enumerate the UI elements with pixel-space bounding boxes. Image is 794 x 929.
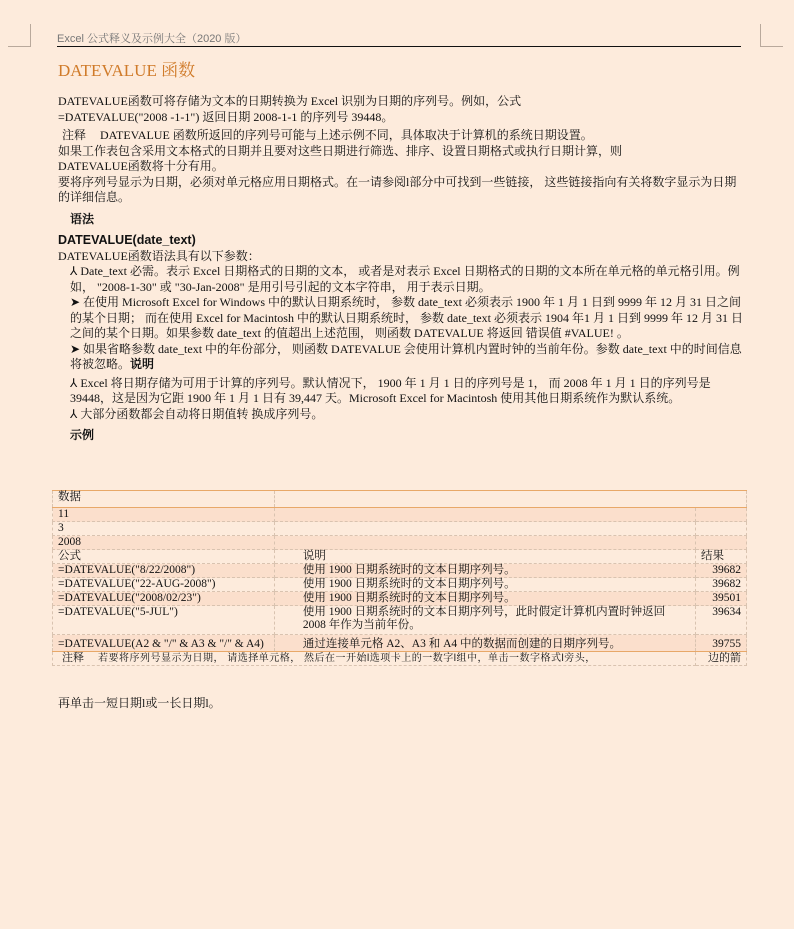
table-cell (274, 491, 746, 508)
intro-paragraph: =DATEVALUE("2008 -1-1") 返回日期 2008-1-1 的序列号 39448。 (58, 109, 394, 124)
note-label: 注释 (62, 128, 87, 142)
description-cell: 使用 1900 日期系统时的文本日期序列号，此时假定计算机内置时钟返回 2008 年作为当前年份。 (274, 606, 695, 635)
document-body (58, 94, 744, 450)
intro-paragraph: 如果工作表包含采用文本格式的日期并且要对这些日期进行筛选、排序、设置日期格式或执行日期计算，则 (58, 143, 623, 158)
formula-cell: =DATEVALUE("8/22/2008") (53, 564, 275, 578)
table-cell: 数据 (53, 491, 275, 508)
table-row (53, 592, 747, 606)
table-cell (696, 522, 747, 536)
table-cell: 3 (53, 522, 275, 536)
table-column-header-row (53, 550, 747, 564)
description-cell: 通过连接单元格 A2、A3 和 A4 中的数据而创建的日期序列号。 (274, 635, 695, 652)
remark-item: ⅄ 大部分函数都会自动将日期值转 换成序列号。 (70, 406, 324, 421)
table-row (53, 578, 747, 592)
syntax-lead: DATEVALUE函数语法具有以下参数： (58, 248, 260, 263)
running-header: Excel 公式释义及示例大全（2020 版） (57, 30, 741, 47)
note-continuation: 再单击一短日期l或一长日期l。 (58, 696, 221, 710)
intro-paragraph: DATEVALUE函数可将存储为文本的日期转换为 Excel 识别为日期的序列号。例如，公式 (58, 94, 522, 108)
syntax-heading: 语法 (70, 211, 95, 226)
table-row (53, 635, 747, 652)
bullet-text: ➤ 如果省略参数 date_text 中的年份部分， 则函数 DATEVALUE 会使用计算机内置时钟的当前年份。参数 date_text 中的时间信息将被忽略。 (70, 341, 742, 371)
argument-description: ⅄ Date_text 必需。表示 Excel 日期格式的日期的文本， 或者是对表示 Excel 日期格式的日期的文本所在单元格的单元格引用。例如， "2008-1-30" 或 "30-Jan-2008" 是用引号引起的文本字符串， 用于表示日期。 (70, 264, 740, 294)
bullet-item (58, 342, 744, 373)
note-tail-cell: 边的箭 (696, 652, 747, 666)
formula-cell: =DATEVALUE("22-AUG-2008") (53, 578, 275, 592)
formula-cell: =DATEVALUE("2008/02/23") (53, 592, 275, 606)
result-cell: 39682 (696, 564, 747, 578)
table-row (53, 522, 747, 536)
description-cell: 使用 1900 日期系统时的文本日期序列号。 (274, 564, 695, 578)
table-header-row (53, 491, 747, 508)
table-cell: 2008 (53, 536, 275, 550)
description-cell: 使用 1900 日期系统时的文本日期序列号。 (274, 578, 695, 592)
page-corner-mark (8, 24, 31, 47)
examples-table (52, 490, 747, 666)
table-cell (696, 508, 747, 522)
examples-heading: 示例 (70, 428, 95, 442)
table-cell (696, 536, 747, 550)
table-row (53, 564, 747, 578)
page-title: DATEVALUE 函数 (58, 61, 196, 80)
intro-paragraph: 要将序列号显示为日期，必须对单元格应用日期格式。在一请参阅l部分中可找到一些链接， 这些链接指向有关将数字显示为日期的详细信息。 (58, 174, 737, 204)
table-cell (274, 522, 695, 536)
note-text: 若要将序列号显示为日期， 请选择单元格， 然后在一开始l选项卡上的一数字l组中，单击一数字格式l旁头， (98, 653, 596, 664)
intro-note (58, 128, 744, 144)
column-header-description: 说明 (274, 550, 695, 564)
result-cell: 39755 (696, 635, 747, 652)
bullet-item: ➤ 在使用 Microsoft Excel for Windows 中的默认日期系统时， 参数 date_text 必须表示 1900 年 1 月 1 日到 9999 年 12 月 31 日之间的某个日期； 而在使用 Excel for Macintosh 中的默认日期系统时， 参数 date_text 必须表示 1904 年1 月 1 日到 9999 年 12 月 31 日之间的某个日期。如果参数 date_text 的值超出上述范围， 则函数 DATEVALUE 将返回 错误值 #VALUE! 。 (70, 295, 743, 340)
remark-item: ⅄ Excel 将日期存储为可用于计算的序列号。默认情况下， 1900 年 1 月 1 日的序列号是 1， 而 2008 年 1 月 1 日的序列号是 39448，这是因为它距 1900 年 1 月 1 日有 39,447 天。Microsoft Excel for Macintosh 使用其他日期系统作为默认系统。 (70, 375, 711, 405)
table-row (53, 536, 747, 550)
column-header-result: 结果 (696, 550, 747, 564)
formula-cell: =DATEVALUE("5-JUL") (53, 606, 275, 635)
function-signature: DATEVALUE(date_text) (58, 233, 196, 247)
note-text: DATEVALUE 函数所返回的序列号可能与上述示例不同，具体取决于计算机的系统日期设置。 (100, 128, 593, 142)
page-corner-mark (760, 24, 783, 47)
result-cell: 39501 (696, 592, 747, 606)
table-note-row (53, 652, 747, 666)
intro-paragraph: DATEVALUE函数将十分有用。 (58, 159, 224, 173)
column-header-formula: 公式 (53, 550, 275, 564)
table-cell (274, 536, 695, 550)
remarks-heading: 说明 (130, 357, 155, 371)
note-label: 注释 (62, 652, 84, 664)
note-cell (53, 652, 696, 666)
table-row (53, 508, 747, 522)
formula-cell: =DATEVALUE(A2 & "/" & A3 & "/" & A4) (53, 635, 275, 652)
table-row (53, 606, 747, 635)
description-cell: 使用 1900 日期系统时的文本日期序列号。 (274, 592, 695, 606)
table-cell: 11 (53, 508, 275, 522)
result-cell: 39682 (696, 578, 747, 592)
table-cell (274, 508, 695, 522)
result-cell: 39634 (696, 606, 747, 635)
